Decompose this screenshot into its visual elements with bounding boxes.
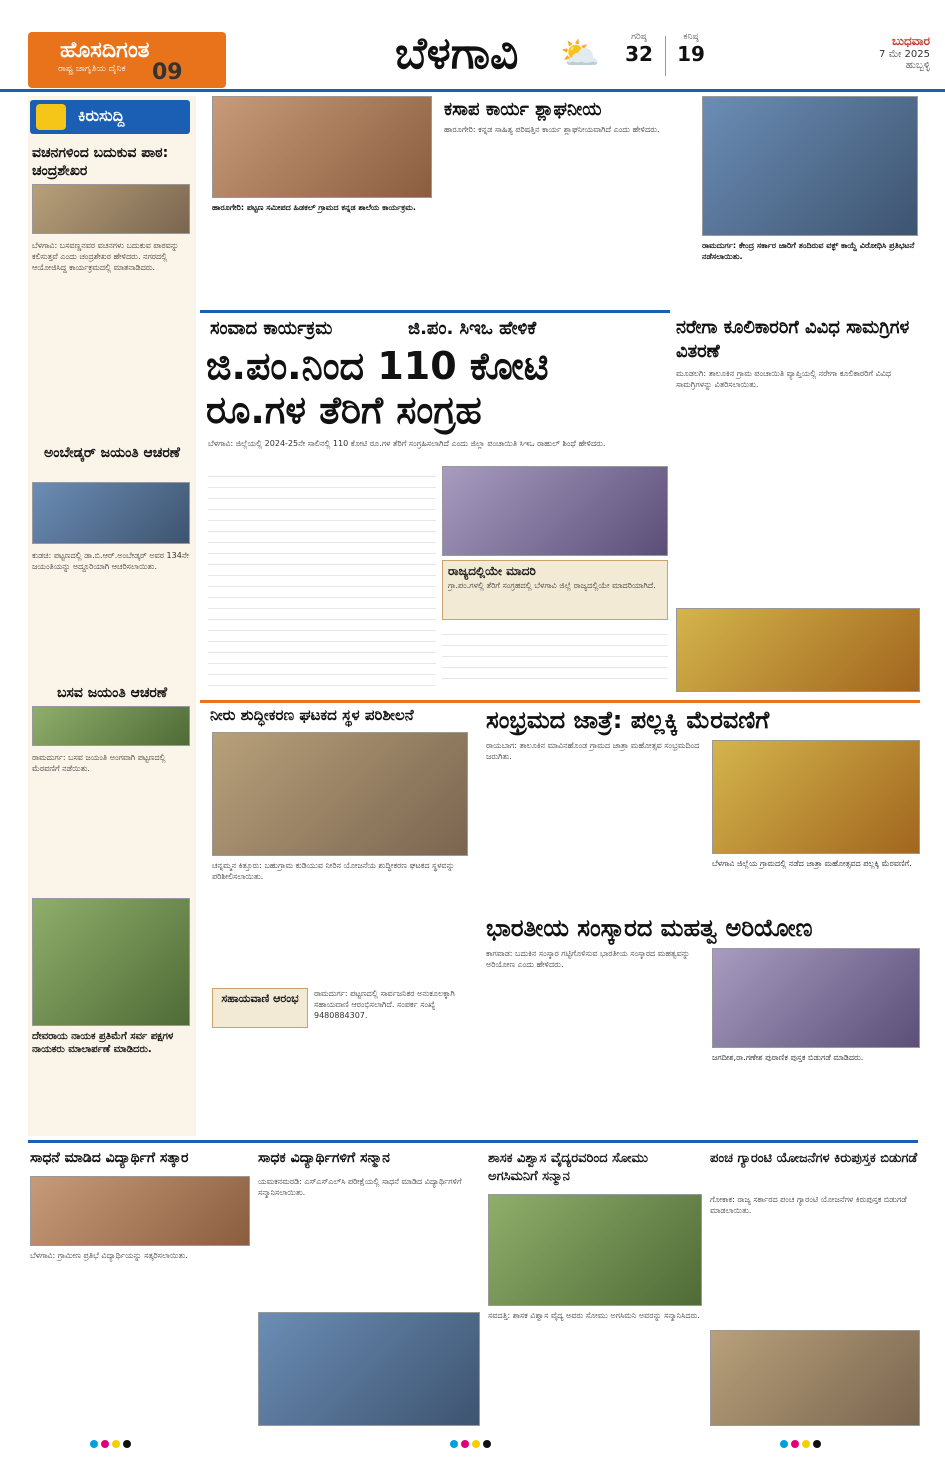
jatre-caption: ಬೆಳಗಾವಿ ಜಿಲ್ಲೆಯ ಗ್ರಾಮದಲ್ಲಿ ನಡೆದ ಜಾತ್ರಾ ಮಹೋತ್ಸವದ ಪಲ್ಲಕ್ಕಿ ಮೆರವಣಿಗೆ. (712, 859, 912, 868)
registration-marks-3 (780, 1440, 821, 1448)
black-dot (123, 1440, 131, 1448)
max-label: ಗರಿಷ್ಠ (631, 32, 647, 42)
sidebar-photo-4 (32, 898, 190, 1026)
black-dot (813, 1440, 821, 1448)
top-caption-3: ರಾಮದುರ್ಗ: ಕೇಂದ್ರ ಸರ್ಕಾರ ಜಾರಿಗೆ ತಂದಿರುವ ವಕ್ಫ್ ಕಾಯ್ದೆ ವಿರೋಧಿಸಿ ಪ್ರತಿಭಟನೆ ನಡೆಸಲಾಯಿತು. (702, 241, 915, 261)
tagline: ರಾಷ್ಟ್ರ ಜಾಗೃತಿಯ ದೈನಿಕ (58, 64, 126, 74)
temperature-box (615, 32, 715, 80)
sidebar-item3-body: ರಾಮದುರ್ಗ: ಬಸವ ಜಯಂತಿ ಅಂಗವಾಗಿ ಪಟ್ಟಣದಲ್ಲಿ ಮೆರವಣಿಗೆ ನಡೆಯಿತು. (32, 753, 166, 773)
lead-intro: ಬೆಳಗಾವಿ: ಜಿಲ್ಲೆಯಲ್ಲಿ 2024-25ನೇ ಸಾಲಿನಲ್ಲಿ 110 ಕೋಟಿ ರೂ.ಗಳ ತೆರಿಗೆ ಸಂಗ್ರಹಿಸಲಾಗಿದೆ ಎಂದು ಜಿಲ್ಲಾ ಪಂಚಾಯಿತಿ ಸಿಇಒ ರಾಹುಲ್ ಶಿಂಧೆ ಹೇಳಿದರು. (208, 439, 606, 448)
bottom-rule (28, 1140, 918, 1143)
cyan-dot (90, 1440, 98, 1448)
sidebar-photo-2 (32, 482, 190, 544)
right-story1-body: ಮೂಡಲಗಿ: ತಾಲೂಕಿನ ಗ್ರಾಮ ಪಂಚಾಯಿತಿ ವ್ಯಾಪ್ತಿಯಲ್ಲಿ ನರೇಗಾ ಕೂಲಿಕಾರರಿಗೆ ವಿವಿಧ ಸಾಮಗ್ರಿಗಳನ್ನು ವಿತರಿಸಲಾಯಿತು. (676, 369, 892, 389)
culture-body: ಕಾಗವಾಡ: ಬದುಕಿನ ಸಂಸ್ಕಾರ ಗಟ್ಟಿಗೊಳಿಸುವ ಭಾರತೀಯ ಸಂಸ್ಕಾರದ ಮಹತ್ವವನ್ನು ಅರಿಯೋಣ ಎಂದು ಹೇಳಿದರು. (486, 949, 690, 969)
sidebar-label: ಕಿರುಸುದ್ದಿ (78, 106, 125, 125)
water-story-title[interactable]: ನೀರು ಶುದ್ಧೀಕರಣ ಘಟಕದ ಸ್ಥಳ ಪರಿಶೀಲನೆ (210, 706, 414, 724)
max-temp: 32 (625, 42, 653, 66)
lead-photo (442, 466, 668, 556)
registration-marks-1 (90, 1440, 131, 1448)
helpline-body: ರಾಮದುರ್ಗ: ಪಟ್ಟಣದಲ್ಲಿ ಸಾರ್ವಜನಿಕರ ಅನುಕೂಲಕ್ಕಾಗಿ ಸಹಾಯವಾಣಿ ಆರಂಭಿಸಲಾಗಿದೆ. ಸಂಪರ್ಕ ಸಂಖ್ಯೆ 9480884307. (314, 989, 455, 1020)
bottom-story1-title[interactable]: ಸಾಧನೆ ಮಾಡಿದ ವಿದ್ಯಾರ್ಥಿಗೆ ಸತ್ಕಾರ (30, 1150, 189, 1166)
culture-title[interactable]: ಭಾರತೀಯ ಸಂಸ್ಕಾರದ ಮಹತ್ವ ಅರಿಯೋಣ (486, 914, 813, 942)
bottom-story2-title[interactable]: ಸಾಧಕ ವಿದ್ಯಾರ್ಥಿಗಳಿಗೆ ಸನ್ಮಾನ (258, 1150, 390, 1166)
sidebar-item1-body: ಬೆಳಗಾವಿ: ಬಸವಣ್ಣನವರ ವಚನಗಳು ಬದುಕುವ ಪಾಠವನ್ನು ಕಲಿಸುತ್ತವೆ ಎಂದು ಚಂದ್ರಶೇಖರ ಹೇಳಿದರು. ನಗರದಲ್ಲಿ ಆಯೋಜಿಸಿದ್ದ ಕಾರ್ಯಕ್ರಮದಲ್ಲಿ ಮಾತನಾಡಿದರು. (32, 241, 179, 272)
sidebar-item3-caption: ದೇವರಾಯ ನಾಯಕ ಪ್ರತಿಮೆಗೆ ಸರ್ವ ಪಕ್ಷಗಳ ನಾಯಕರು ಮಾಲಾರ್ಪಣೆ ಮಾಡಿದರು. (32, 1031, 174, 1055)
culture-caption: ಜಗದೀಶ,ರಾ.ಗಣೇಶ ಪುರಾಣಿಕ ಪುಸ್ತಕ ಬಿಡುಗಡೆ ಮಾಡಿದರು. (712, 1053, 864, 1062)
lead-top-rule (200, 310, 670, 313)
lead-column-text-2 (442, 624, 668, 688)
sidebar-photo-3 (32, 706, 190, 746)
magenta-dot (101, 1440, 109, 1448)
cyan-dot (450, 1440, 458, 1448)
lead-headline-2[interactable]: ರೂ.ಗಳ ತೆರಿಗೆ ಸಂಗ್ರಹ (206, 388, 482, 432)
bottom-story3-body: ಸವದತ್ತಿ: ಶಾಸಕ ವಿಶ್ವಾಸ ವೈದ್ಯ ಅವರು ಸೋಮು ಅಗಸಿಮನಿ ಅವರನ್ನು ಸನ್ಮಾನಿಸಿದರು. (488, 1311, 700, 1320)
lead-headline-1[interactable]: ಜಿ.ಪಂ.ನಿಂದ 110 ಕೋಟಿ (206, 344, 549, 388)
bottom-story3-title[interactable]: ಶಾಸಕ ವಿಶ್ವಾಸ ವೈದ್ಯರವರಿಂದ ಸೋಮು ಅಗಸಿಮನಿಗೆ ಸನ್ಮಾನ (488, 1151, 648, 1184)
weather-icon: ⛅ (560, 34, 600, 72)
day: ಬುಧವಾರ (892, 34, 930, 48)
top-photo-3 (702, 96, 918, 236)
helpline-box-title: ಸಹಾಯವಾಣಿ ಆರಂಭ (221, 992, 299, 1005)
lead-kicker: ಸಂವಾದ ಕಾರ್ಯಕ್ರಮ (210, 318, 333, 339)
city: ಹುಬ್ಬಳ್ಳಿ (905, 60, 930, 71)
magenta-dot (791, 1440, 799, 1448)
lead-inset-body: ಗ್ರಾ.ಪಂ.ಗಳಲ್ಲಿ ತೆರಿಗೆ ಸಂಗ್ರಹದಲ್ಲಿ ಬೆಳಗಾವಿ ಜಿಲ್ಲೆ ರಾಜ್ಯದಲ್ಲಿಯೇ ಮಾದರಿಯಾಗಿದೆ. (448, 581, 656, 590)
sidebar-photo-1 (32, 184, 190, 234)
min-temp: 19 (677, 42, 705, 66)
right-story1-title[interactable]: ನರೇಗಾ ಕೂಲಿಕಾರರಿಗೆ ವಿವಿಧ ಸಾಮಗ್ರಿಗಳ ವಿತರಣೆ (676, 317, 910, 362)
bottom-story4-body: ಗೋಕಾಕ: ರಾಜ್ಯ ಸರ್ಕಾರದ ಪಂಚ ಗ್ಯಾರಂಟಿ ಯೋಜನೆಗಳ ಕಿರುಪುಸ್ತಕ ಬಿಡುಗಡೆ ಮಾಡಲಾಯಿತು. (710, 1195, 907, 1215)
sidebar-item2-title[interactable]: ಅಂಬೇಡ್ಕರ್ ಜಯಂತಿ ಆಚರಣೆ (44, 445, 180, 461)
yellow-dot (472, 1440, 480, 1448)
mid-rule (200, 700, 920, 703)
bottom-story2-body: ಯಮಕನಮರಡಿ: ಎಸ್ಎಸ್ಎಲ್‌ಸಿ ಪರೀಕ್ಷೆಯಲ್ಲಿ ಸಾಧನೆ ಮಾಡಿದ ವಿದ್ಯಾರ್ಥಿಗಳಿಗೆ ಸನ್ಮಾನಿಸಲಾಯಿತು. (258, 1177, 462, 1197)
yellow-dot (802, 1440, 810, 1448)
lead-inset-title: ರಾಜ್ಯದಲ್ಲಿಯೇ ಮಾದರಿ (448, 564, 536, 578)
date-block (830, 34, 930, 71)
hand-icon (36, 104, 66, 130)
lead-column-text (208, 466, 436, 688)
page-number: 09 (152, 60, 183, 85)
jatre-body: ರಾಯಬಾಗ: ತಾಲೂಕಿನ ಮಾವಿನಹೊಂಡ ಗ್ರಾಮದ ಜಾತ್ರಾ ಮಹೋತ್ಸವ ಸಂಭ್ರಮದಿಂದ ಜರುಗಿತು. (486, 741, 700, 761)
cyan-dot (780, 1440, 788, 1448)
magenta-dot (461, 1440, 469, 1448)
date: 7 ಮೇ 2025 (879, 49, 930, 60)
sidebar-item3-title[interactable]: ಬಸವ ಜಯಂತಿ ಆಚರಣೆ (56, 685, 168, 701)
jatre-title[interactable]: ಸಂಭ್ರಮದ ಜಾತ್ರೆ: ಪಲ್ಲಕ್ಕಿ ಮೆರವಣಿಗೆ (486, 706, 770, 734)
culture-photo (712, 948, 920, 1048)
bottom-story1-photo (30, 1176, 250, 1246)
water-story-body: ಚನ್ನಮ್ಮನ ಕಿತ್ತೂರು: ಬಹುಗ್ರಾಮ ಕುಡಿಯುವ ನೀರಿನ ಯೋಜನೆಯ ಶುದ್ಧೀಕರಣ ಘಟಕದ ಸ್ಥಳವನ್ನು ಪರಿಶೀಲಿಸಲಾಯಿತು. (212, 861, 455, 881)
yellow-dot (112, 1440, 120, 1448)
sidebar-item2-body: ಕುಡಚಿ: ಪಟ್ಟಣದಲ್ಲಿ ಡಾ.ಬಿ.ಆರ್.ಅಂಬೇಡ್ಕರ್ ಅವರ 134ನೇ ಜಯಂತಿಯನ್ನು ಅದ್ದೂರಿಯಾಗಿ ಆಚರಿಸಲಾಯಿತು. (32, 551, 189, 571)
top-photo-1 (212, 96, 432, 198)
black-dot (483, 1440, 491, 1448)
bottom-story3-photo (488, 1194, 702, 1306)
bottom-story1-body: ಬೆಳಗಾವಿ: ಗ್ರಾಮೀಣ ಪ್ರತಿಭೆ ವಿದ್ಯಾರ್ಥಿಯನ್ನು ಸತ್ಕರಿಸಲಾಯಿತು. (30, 1251, 188, 1260)
registration-marks-2 (450, 1440, 491, 1448)
bottom-story4-photo (710, 1330, 920, 1426)
right-story1-photo (676, 608, 920, 692)
top-story-body: ಹಾರೂಗೇರಿ: ಕನ್ನಡ ಸಾಹಿತ್ಯ ಪರಿಷತ್ತಿನ ಕಾರ್ಯ ಶ್ಲಾಘನೀಯವಾಗಿದೆ ಎಂದು ಹೇಳಿದರು. (444, 125, 660, 134)
top-story-title[interactable]: ಕಸಾಪ ಕಾರ್ಯ ಶ್ಲಾಘನೀಯ (444, 99, 602, 120)
water-story-photo (212, 732, 468, 856)
bottom-story4-title[interactable]: ಪಂಚ ಗ್ಯಾರಂಟಿ ಯೋಜನೆಗಳ ಕಿರುಪುಸ್ತಕ ಬಿಡುಗಡೆ (710, 1151, 918, 1166)
jatre-photo (712, 740, 920, 854)
top-caption-1: ಹಾರೂಗೇರಿ: ಪಟ್ಟಣ ಸಮೀಪದ ಹಿಡಕಲ್ ಗ್ರಾಮದ ಕನ್ನಡ ಶಾಲೆಯ ಕಾರ್ಯಕ್ರಮ. (212, 203, 416, 212)
sidebar-item1-title[interactable]: ವಚನಗಳಿಂದ ಬದುಕುವ ಪಾಠ: ಚಂದ್ರಶೇಖರ (32, 145, 169, 179)
edition-name: ಬೆಳಗಾವಿ (395, 28, 519, 79)
min-label: ಕನಿಷ್ಠ (683, 32, 699, 42)
lead-kicker-2: ಜಿ.ಪಂ. ಸಿಇಒ ಹೇಳಿಕೆ (408, 318, 537, 339)
paper-name: ಹೊಸದಿಗಂತ (60, 38, 150, 63)
bottom-story2-photo (258, 1312, 480, 1426)
